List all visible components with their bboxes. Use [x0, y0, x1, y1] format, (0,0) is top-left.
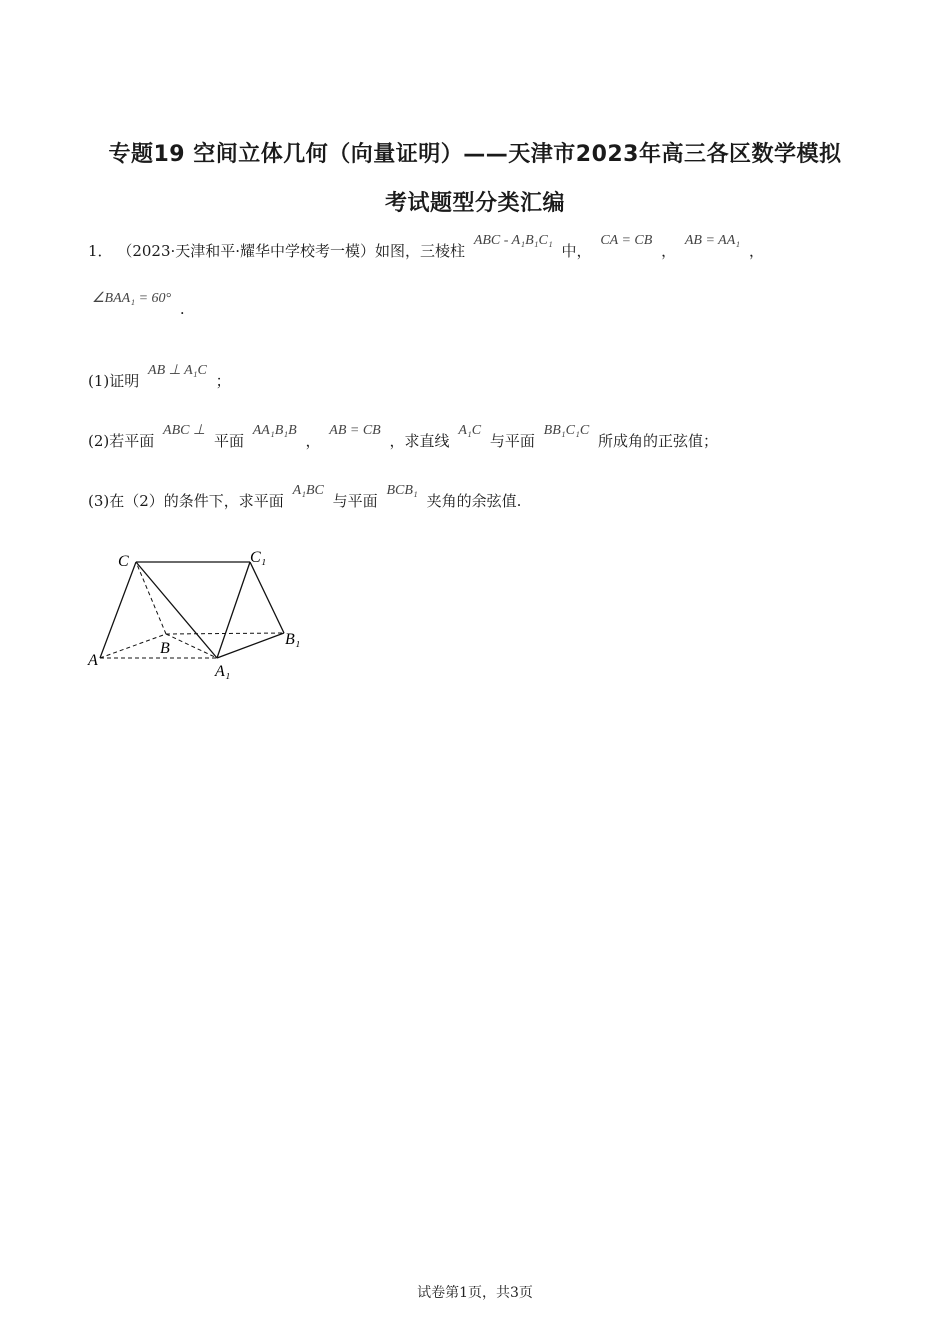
- edge-b-b1: [166, 633, 284, 634]
- part-2-label: (2)若平面: [88, 432, 155, 450]
- part-1: [88, 363, 231, 391]
- edge-c-a: [100, 562, 136, 658]
- part-2-text4: 与平面: [489, 432, 535, 450]
- part-2-text5: 所成角的正弦值；: [597, 432, 718, 450]
- edge-a1-b1: [217, 633, 284, 658]
- label-c: C: [118, 553, 129, 570]
- part-1-end: ；: [215, 372, 231, 390]
- edge-a-b: [100, 634, 166, 658]
- label-a1: A₁: [215, 663, 231, 680]
- label-a: A: [88, 652, 98, 669]
- part-2-expr2: AA₁B₁B: [252, 423, 297, 438]
- part-2-expr4: A₁C: [458, 423, 482, 438]
- condition-ca-cb: CA = CB: [600, 233, 653, 248]
- question-number: 1．: [88, 242, 113, 260]
- question-1-line1: [88, 233, 764, 261]
- condition-ab-aa1: AB = AA₁: [684, 233, 741, 248]
- question-text: 中，: [561, 242, 592, 260]
- edge-c1-b1: [250, 562, 284, 633]
- part-3: [88, 483, 522, 511]
- part-2-comma: ，: [305, 432, 321, 450]
- label-c1: C₁: [250, 549, 267, 566]
- separator: ，: [661, 242, 677, 260]
- edge-c-a1: [136, 562, 217, 658]
- condition-angle: ∠BAA₁ = 60°: [92, 291, 172, 306]
- part-2-expr5: BB₁C₁C: [543, 423, 590, 438]
- prism-expression: ABC - A₁B₁C₁: [473, 233, 553, 248]
- label-b1: B₁: [285, 631, 301, 648]
- separator: .: [179, 300, 185, 318]
- part-1-expression: AB ⊥ A₁C: [148, 363, 207, 378]
- separator: ，: [748, 242, 764, 260]
- part-2-text3: ，求直线: [389, 432, 450, 450]
- part-2-expr1: ABC ⊥: [163, 423, 206, 438]
- edge-c1-a1: [217, 562, 250, 658]
- part-3-text2: 与平面: [332, 492, 378, 510]
- part-3-text3: 夹角的余弦值.: [426, 492, 522, 510]
- page-title-line1: 专题19 空间立体几何（向量证明）——天津市2023年高三各区数学模拟: [108, 142, 842, 167]
- part-3-expr2: BCB₁: [386, 483, 418, 498]
- prism-figure: [80, 540, 320, 685]
- part-3-expr1: A₁BC: [292, 483, 324, 498]
- part-2-text2: 平面: [213, 432, 244, 450]
- part-3-label: (3)在（2）的条件下，求平面: [88, 492, 284, 510]
- question-1-line2: [88, 291, 185, 319]
- question-source: （2023·天津和平·耀华中学校考一模）如图，三棱柱: [117, 242, 466, 260]
- page-footer: 试卷第1页，共3页: [417, 1285, 533, 1301]
- edge-b-c: [136, 562, 166, 634]
- edge-b-a1: [166, 634, 217, 658]
- page-title-line2: 考试题型分类汇编: [384, 191, 565, 216]
- part-1-label: (1)证明: [88, 372, 140, 390]
- part-2-expr3: AB = CB: [329, 423, 381, 438]
- label-b: B: [160, 640, 170, 657]
- part-2: [88, 423, 718, 451]
